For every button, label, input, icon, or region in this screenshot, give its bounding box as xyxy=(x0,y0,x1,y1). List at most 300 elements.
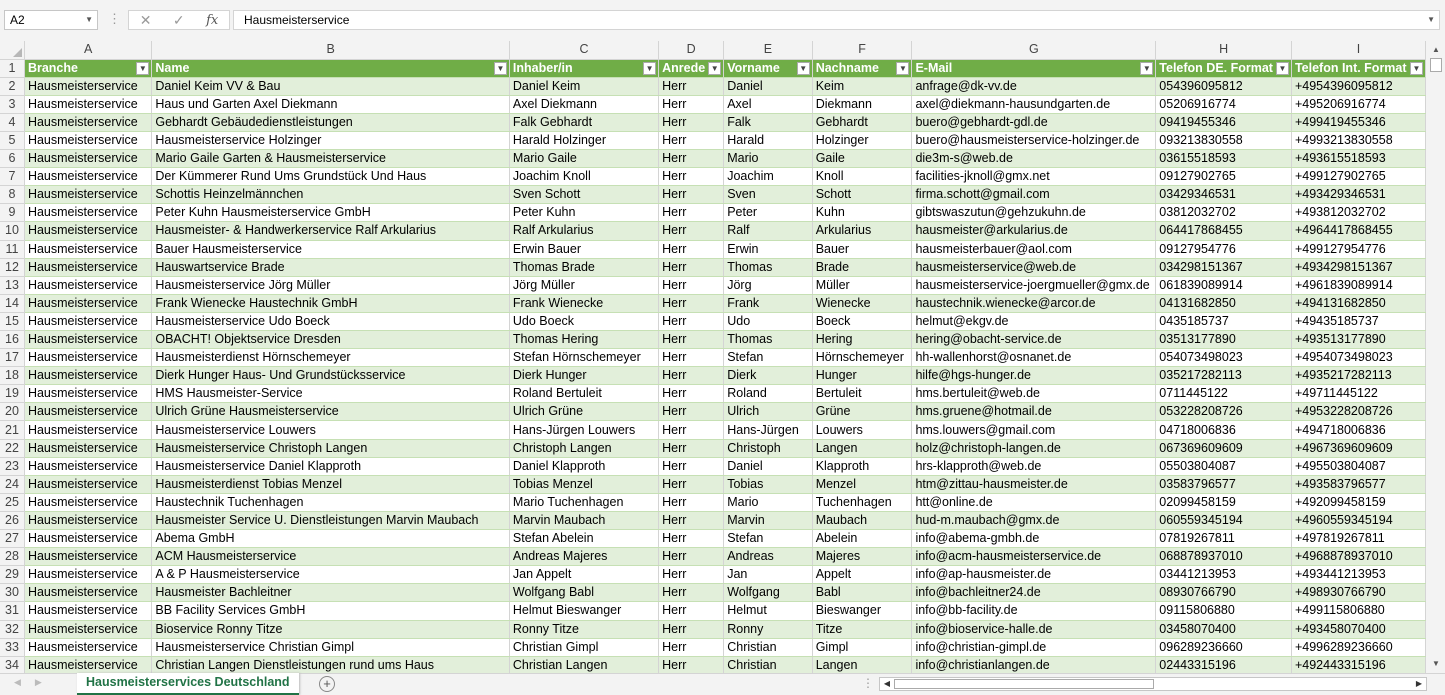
table-cell[interactable] xyxy=(1291,584,1425,602)
table-cell[interactable] xyxy=(24,638,151,656)
add-sheet-icon[interactable]: + xyxy=(319,676,335,692)
row-number[interactable]: 4 xyxy=(0,113,24,131)
table-cell[interactable] xyxy=(724,566,812,584)
table-cell[interactable] xyxy=(24,403,151,421)
table-cell[interactable] xyxy=(912,620,1156,638)
table-cell[interactable] xyxy=(812,240,912,258)
header-cell[interactable] xyxy=(812,59,912,77)
table-cell[interactable] xyxy=(812,638,912,656)
table-cell[interactable] xyxy=(1291,222,1425,240)
table-cell[interactable] xyxy=(509,113,658,131)
table-cell[interactable] xyxy=(24,421,151,439)
table-cell[interactable] xyxy=(24,331,151,349)
table-cell[interactable] xyxy=(1291,457,1425,475)
table-cell[interactable] xyxy=(24,258,151,276)
table-cell[interactable] xyxy=(509,656,658,673)
table-cell[interactable] xyxy=(152,294,510,312)
table-cell[interactable] xyxy=(659,95,724,113)
table-cell[interactable] xyxy=(24,511,151,529)
table-cell[interactable] xyxy=(152,258,510,276)
table-cell[interactable] xyxy=(912,367,1156,385)
table-cell[interactable] xyxy=(659,113,724,131)
table-cell[interactable] xyxy=(812,511,912,529)
table-cell[interactable] xyxy=(659,222,724,240)
row-number[interactable]: 26 xyxy=(0,511,24,529)
table-cell[interactable] xyxy=(912,403,1156,421)
table-cell[interactable] xyxy=(912,656,1156,673)
table-cell[interactable] xyxy=(912,258,1156,276)
table-cell[interactable] xyxy=(1291,548,1425,566)
table-cell[interactable] xyxy=(24,367,151,385)
table-cell[interactable] xyxy=(1291,186,1425,204)
table-cell[interactable] xyxy=(509,222,658,240)
table-cell[interactable] xyxy=(1291,475,1425,493)
table-cell[interactable] xyxy=(1291,131,1425,149)
table-cell[interactable] xyxy=(724,548,812,566)
column-header-b[interactable]: B xyxy=(152,41,510,59)
table-cell[interactable] xyxy=(1156,276,1292,294)
table-cell[interactable] xyxy=(724,95,812,113)
filter-dropdown-icon[interactable]: ▼ xyxy=(136,62,149,75)
scroll-right-icon[interactable]: ▶ xyxy=(1415,679,1423,688)
header-cell[interactable] xyxy=(724,59,812,77)
table-cell[interactable] xyxy=(1156,475,1292,493)
table-cell[interactable] xyxy=(724,312,812,330)
table-cell[interactable] xyxy=(724,168,812,186)
select-all-corner[interactable] xyxy=(0,41,24,59)
table-cell[interactable] xyxy=(1291,656,1425,673)
table-cell[interactable] xyxy=(1291,294,1425,312)
table-cell[interactable] xyxy=(152,620,510,638)
table-cell[interactable] xyxy=(912,131,1156,149)
row-number[interactable]: 32 xyxy=(0,620,24,638)
table-cell[interactable] xyxy=(1156,95,1292,113)
table-cell[interactable] xyxy=(1291,530,1425,548)
table-cell[interactable] xyxy=(912,204,1156,222)
table-cell[interactable] xyxy=(152,312,510,330)
table-cell[interactable] xyxy=(812,222,912,240)
table-cell[interactable] xyxy=(659,186,724,204)
table-cell[interactable] xyxy=(509,475,658,493)
table-cell[interactable] xyxy=(1291,403,1425,421)
table-cell[interactable] xyxy=(912,240,1156,258)
header-cell[interactable] xyxy=(659,59,724,77)
header-cell[interactable] xyxy=(912,59,1156,77)
table-cell[interactable] xyxy=(724,421,812,439)
table-cell[interactable] xyxy=(659,150,724,168)
table-cell[interactable] xyxy=(812,421,912,439)
table-cell[interactable] xyxy=(659,584,724,602)
row-number[interactable]: 28 xyxy=(0,548,24,566)
row-number[interactable]: 25 xyxy=(0,493,24,511)
table-cell[interactable] xyxy=(152,168,510,186)
table-cell[interactable] xyxy=(152,584,510,602)
table-cell[interactable] xyxy=(659,349,724,367)
table-cell[interactable] xyxy=(659,204,724,222)
table-cell[interactable] xyxy=(659,421,724,439)
table-cell[interactable] xyxy=(659,566,724,584)
filter-dropdown-icon[interactable]: ▼ xyxy=(1410,62,1423,75)
table-cell[interactable] xyxy=(724,276,812,294)
row-number[interactable]: 14 xyxy=(0,294,24,312)
table-cell[interactable] xyxy=(1156,511,1292,529)
table-cell[interactable] xyxy=(912,294,1156,312)
table-cell[interactable] xyxy=(509,77,658,95)
table-cell[interactable] xyxy=(912,548,1156,566)
table-cell[interactable] xyxy=(724,584,812,602)
table-cell[interactable] xyxy=(1156,186,1292,204)
row-number[interactable]: 22 xyxy=(0,439,24,457)
table-cell[interactable] xyxy=(659,312,724,330)
row-number[interactable]: 29 xyxy=(0,566,24,584)
table-cell[interactable] xyxy=(509,204,658,222)
table-cell[interactable] xyxy=(24,620,151,638)
table-cell[interactable] xyxy=(24,584,151,602)
table-cell[interactable] xyxy=(509,638,658,656)
row-number[interactable]: 30 xyxy=(0,584,24,602)
row-number[interactable]: 27 xyxy=(0,530,24,548)
table-cell[interactable] xyxy=(812,294,912,312)
table-cell[interactable] xyxy=(912,222,1156,240)
table-cell[interactable] xyxy=(1291,439,1425,457)
header-cell[interactable] xyxy=(24,59,151,77)
table-cell[interactable] xyxy=(1156,349,1292,367)
table-cell[interactable] xyxy=(152,349,510,367)
table-cell[interactable] xyxy=(1156,421,1292,439)
table-cell[interactable] xyxy=(812,367,912,385)
table-cell[interactable] xyxy=(509,276,658,294)
table-cell[interactable] xyxy=(724,530,812,548)
table-cell[interactable] xyxy=(1156,638,1292,656)
table-cell[interactable] xyxy=(509,530,658,548)
column-header-f[interactable]: F xyxy=(812,41,912,59)
table-cell[interactable] xyxy=(812,276,912,294)
table-cell[interactable] xyxy=(24,276,151,294)
table-cell[interactable] xyxy=(24,113,151,131)
table-cell[interactable] xyxy=(1156,77,1292,95)
table-cell[interactable] xyxy=(724,439,812,457)
table-cell[interactable] xyxy=(659,602,724,620)
table-cell[interactable] xyxy=(659,258,724,276)
table-cell[interactable] xyxy=(724,349,812,367)
row-number[interactable]: 15 xyxy=(0,312,24,330)
table-cell[interactable] xyxy=(1156,566,1292,584)
table-cell[interactable] xyxy=(912,439,1156,457)
row-number[interactable]: 31 xyxy=(0,602,24,620)
table-cell[interactable] xyxy=(152,530,510,548)
header-cell[interactable] xyxy=(1291,59,1425,77)
table-cell[interactable] xyxy=(152,457,510,475)
row-number[interactable]: 13 xyxy=(0,276,24,294)
table-cell[interactable] xyxy=(509,620,658,638)
table-cell[interactable] xyxy=(509,457,658,475)
table-cell[interactable] xyxy=(152,656,510,673)
table-cell[interactable] xyxy=(912,312,1156,330)
table-cell[interactable] xyxy=(1291,385,1425,403)
table-cell[interactable] xyxy=(1156,294,1292,312)
table-cell[interactable] xyxy=(1156,240,1292,258)
table-cell[interactable] xyxy=(24,548,151,566)
table-cell[interactable] xyxy=(724,493,812,511)
row-number[interactable]: 9 xyxy=(0,204,24,222)
row-number[interactable]: 33 xyxy=(0,638,24,656)
table-cell[interactable] xyxy=(24,602,151,620)
table-cell[interactable] xyxy=(152,150,510,168)
table-cell[interactable] xyxy=(1291,77,1425,95)
scroll-down-icon[interactable]: ▼ xyxy=(1432,659,1440,668)
table-cell[interactable] xyxy=(659,457,724,475)
table-cell[interactable] xyxy=(509,493,658,511)
table-cell[interactable] xyxy=(509,511,658,529)
table-cell[interactable] xyxy=(724,457,812,475)
table-cell[interactable] xyxy=(812,168,912,186)
table-cell[interactable] xyxy=(659,493,724,511)
filter-dropdown-icon[interactable]: ▼ xyxy=(1140,62,1153,75)
table-cell[interactable] xyxy=(812,656,912,673)
table-cell[interactable] xyxy=(1156,548,1292,566)
table-cell[interactable] xyxy=(659,511,724,529)
table-cell[interactable] xyxy=(912,168,1156,186)
table-cell[interactable] xyxy=(24,566,151,584)
table-cell[interactable] xyxy=(1156,204,1292,222)
table-cell[interactable] xyxy=(152,95,510,113)
table-cell[interactable] xyxy=(152,276,510,294)
table-cell[interactable] xyxy=(659,77,724,95)
table-cell[interactable] xyxy=(509,584,658,602)
row-number[interactable]: 8 xyxy=(0,186,24,204)
column-header-i[interactable]: I xyxy=(1291,41,1425,59)
table-cell[interactable] xyxy=(724,150,812,168)
table-cell[interactable] xyxy=(659,294,724,312)
table-cell[interactable] xyxy=(1291,150,1425,168)
table-cell[interactable] xyxy=(509,421,658,439)
filter-dropdown-icon[interactable]: ▼ xyxy=(797,62,810,75)
table-cell[interactable] xyxy=(912,602,1156,620)
table-cell[interactable] xyxy=(509,131,658,149)
table-cell[interactable] xyxy=(724,113,812,131)
table-cell[interactable] xyxy=(24,439,151,457)
table-cell[interactable] xyxy=(659,530,724,548)
table-cell[interactable] xyxy=(724,656,812,673)
table-cell[interactable] xyxy=(1291,113,1425,131)
table-cell[interactable] xyxy=(812,258,912,276)
table-cell[interactable] xyxy=(1291,331,1425,349)
table-cell[interactable] xyxy=(24,204,151,222)
row-number[interactable]: 12 xyxy=(0,258,24,276)
table-cell[interactable] xyxy=(1156,530,1292,548)
table-cell[interactable] xyxy=(1156,439,1292,457)
table-cell[interactable] xyxy=(812,77,912,95)
table-cell[interactable] xyxy=(1156,403,1292,421)
table-cell[interactable] xyxy=(152,385,510,403)
table-cell[interactable] xyxy=(659,403,724,421)
table-cell[interactable] xyxy=(812,530,912,548)
table-cell[interactable] xyxy=(24,240,151,258)
column-header-d[interactable]: D xyxy=(659,41,724,59)
table-cell[interactable] xyxy=(1156,602,1292,620)
table-cell[interactable] xyxy=(659,131,724,149)
table-cell[interactable] xyxy=(152,439,510,457)
table-cell[interactable] xyxy=(152,566,510,584)
table-cell[interactable] xyxy=(509,349,658,367)
table-cell[interactable] xyxy=(24,77,151,95)
table-cell[interactable] xyxy=(152,240,510,258)
table-cell[interactable] xyxy=(509,258,658,276)
table-cell[interactable] xyxy=(509,294,658,312)
row-number[interactable]: 19 xyxy=(0,385,24,403)
table-cell[interactable] xyxy=(812,566,912,584)
table-cell[interactable] xyxy=(1291,511,1425,529)
filter-dropdown-icon[interactable]: ▼ xyxy=(643,62,656,75)
header-cell[interactable] xyxy=(509,59,658,77)
vertical-scroll-thumb[interactable] xyxy=(1430,58,1442,72)
table-cell[interactable] xyxy=(659,385,724,403)
enter-icon[interactable]: ✓ xyxy=(172,11,185,28)
table-cell[interactable] xyxy=(724,385,812,403)
row-number[interactable]: 21 xyxy=(0,421,24,439)
table-cell[interactable] xyxy=(812,150,912,168)
table-cell[interactable] xyxy=(912,349,1156,367)
table-cell[interactable] xyxy=(152,511,510,529)
table-cell[interactable] xyxy=(912,475,1156,493)
column-header-c[interactable]: C xyxy=(509,41,658,59)
row-number[interactable]: 34 xyxy=(0,656,24,673)
table-cell[interactable] xyxy=(724,77,812,95)
table-cell[interactable] xyxy=(1291,421,1425,439)
table-cell[interactable] xyxy=(812,186,912,204)
table-cell[interactable] xyxy=(509,168,658,186)
horizontal-scroll-thumb[interactable] xyxy=(894,679,1154,689)
tab-split-handle-icon[interactable]: ⋮ xyxy=(862,676,874,690)
table-cell[interactable] xyxy=(152,131,510,149)
table-cell[interactable] xyxy=(152,367,510,385)
table-cell[interactable] xyxy=(1291,566,1425,584)
table-cell[interactable] xyxy=(659,367,724,385)
table-cell[interactable] xyxy=(912,331,1156,349)
table-cell[interactable] xyxy=(912,77,1156,95)
table-cell[interactable] xyxy=(24,349,151,367)
table-cell[interactable] xyxy=(812,475,912,493)
table-cell[interactable] xyxy=(1156,258,1292,276)
column-header-a[interactable]: A xyxy=(24,41,151,59)
table-cell[interactable] xyxy=(724,475,812,493)
table-cell[interactable] xyxy=(1291,240,1425,258)
table-cell[interactable] xyxy=(1291,168,1425,186)
scroll-left-icon[interactable]: ◀ xyxy=(883,679,891,688)
filter-dropdown-icon[interactable]: ▼ xyxy=(1276,62,1289,75)
table-cell[interactable] xyxy=(659,638,724,656)
table-cell[interactable] xyxy=(24,493,151,511)
table-cell[interactable] xyxy=(1156,584,1292,602)
sheet-tab[interactable]: Hausmeisterservices Deutschland xyxy=(77,673,299,695)
table-cell[interactable] xyxy=(724,367,812,385)
sheet-nav-arrows-icon[interactable]: ◀▶ xyxy=(14,677,56,687)
table-cell[interactable] xyxy=(659,656,724,673)
table-cell[interactable] xyxy=(1156,457,1292,475)
header-cell[interactable] xyxy=(152,59,510,77)
table-cell[interactable] xyxy=(24,312,151,330)
table-cell[interactable] xyxy=(812,620,912,638)
vertical-scrollbar[interactable] xyxy=(1427,41,1445,673)
table-cell[interactable] xyxy=(1156,131,1292,149)
row-number[interactable]: 10 xyxy=(0,222,24,240)
table-cell[interactable] xyxy=(724,620,812,638)
table-cell[interactable] xyxy=(509,548,658,566)
table-cell[interactable] xyxy=(724,331,812,349)
table-cell[interactable] xyxy=(24,457,151,475)
table-cell[interactable] xyxy=(1156,168,1292,186)
table-cell[interactable] xyxy=(24,475,151,493)
table-cell[interactable] xyxy=(724,222,812,240)
table-cell[interactable] xyxy=(152,638,510,656)
table-cell[interactable] xyxy=(659,475,724,493)
table-cell[interactable] xyxy=(152,204,510,222)
table-cell[interactable] xyxy=(912,385,1156,403)
filter-dropdown-icon[interactable]: ▼ xyxy=(494,62,507,75)
table-cell[interactable] xyxy=(912,457,1156,475)
table-cell[interactable] xyxy=(509,240,658,258)
column-header-e[interactable]: E xyxy=(724,41,812,59)
table-cell[interactable] xyxy=(724,511,812,529)
column-header-h[interactable]: H xyxy=(1156,41,1292,59)
table-cell[interactable] xyxy=(724,240,812,258)
row-number[interactable]: 18 xyxy=(0,367,24,385)
table-cell[interactable] xyxy=(1291,367,1425,385)
table-cell[interactable] xyxy=(659,548,724,566)
table-cell[interactable] xyxy=(812,204,912,222)
table-cell[interactable] xyxy=(24,186,151,204)
table-cell[interactable] xyxy=(152,331,510,349)
header-cell[interactable] xyxy=(1156,59,1292,77)
table-cell[interactable] xyxy=(509,403,658,421)
table-cell[interactable] xyxy=(659,439,724,457)
table-cell[interactable] xyxy=(1156,312,1292,330)
row-number[interactable]: 6 xyxy=(0,150,24,168)
table-cell[interactable] xyxy=(1291,258,1425,276)
filter-dropdown-icon[interactable]: ▼ xyxy=(896,62,909,75)
table-cell[interactable] xyxy=(1156,150,1292,168)
expand-formula-icon[interactable]: ▼ xyxy=(1427,15,1435,24)
table-cell[interactable] xyxy=(912,511,1156,529)
table-cell[interactable] xyxy=(912,566,1156,584)
table-cell[interactable] xyxy=(152,475,510,493)
table-cell[interactable] xyxy=(24,131,151,149)
row-number[interactable]: 7 xyxy=(0,168,24,186)
table-cell[interactable] xyxy=(24,385,151,403)
table-cell[interactable] xyxy=(812,331,912,349)
table-cell[interactable] xyxy=(1291,349,1425,367)
table-cell[interactable] xyxy=(1156,493,1292,511)
table-cell[interactable] xyxy=(724,258,812,276)
table-cell[interactable] xyxy=(812,131,912,149)
table-cell[interactable] xyxy=(24,95,151,113)
row-number[interactable]: 23 xyxy=(0,457,24,475)
row-number[interactable]: 3 xyxy=(0,95,24,113)
table-cell[interactable] xyxy=(152,186,510,204)
table-cell[interactable] xyxy=(1156,113,1292,131)
table-cell[interactable] xyxy=(812,548,912,566)
table-cell[interactable] xyxy=(509,566,658,584)
table-cell[interactable] xyxy=(659,240,724,258)
table-cell[interactable] xyxy=(659,168,724,186)
table-cell[interactable] xyxy=(1156,385,1292,403)
table-cell[interactable] xyxy=(659,620,724,638)
table-cell[interactable] xyxy=(812,312,912,330)
table-cell[interactable] xyxy=(509,186,658,204)
table-cell[interactable] xyxy=(912,638,1156,656)
scroll-up-icon[interactable]: ▲ xyxy=(1432,45,1440,54)
row-number[interactable]: 24 xyxy=(0,475,24,493)
